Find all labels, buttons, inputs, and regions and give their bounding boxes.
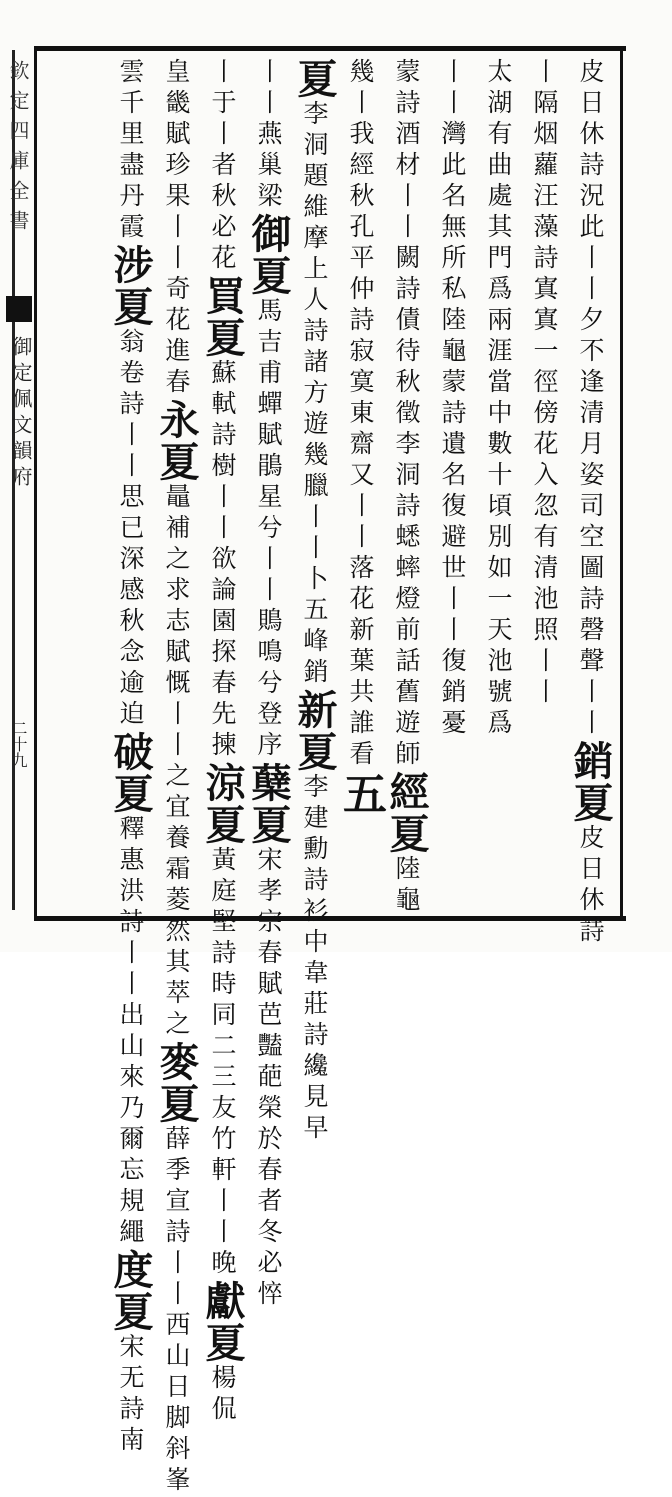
- headword: 破夏: [107, 731, 154, 815]
- column-text: 陸龜: [392, 855, 421, 917]
- column-text: 皮日休詩: [576, 824, 605, 948]
- page-number: 二十九: [9, 720, 28, 768]
- column-text: 丨丨燕巢梁: [254, 58, 283, 213]
- text-column-8: [245, 58, 292, 1311]
- headword: 度夏: [107, 1249, 154, 1333]
- margin-book-title: 御定佩文韻府: [9, 336, 33, 492]
- text-column-11: [107, 58, 154, 1457]
- text-column-3: [475, 58, 521, 898]
- column-text: 皮日休詩況此丨丨夕不逢清月姿司空圖詩磬聲丨丨: [576, 58, 605, 740]
- headword: 新夏: [291, 689, 338, 773]
- text-column-5: [383, 58, 430, 917]
- headword: 銷夏: [567, 740, 614, 824]
- section-number: 五: [335, 771, 386, 815]
- text-column-7: [291, 58, 338, 1145]
- margin-series-title: 欽定四庫全書: [6, 60, 30, 240]
- frame-left-rule: [34, 46, 37, 916]
- column-text: 丨隔烟蘿汪藻詩寘寘一徑傍花入忽有清池照丨丨: [530, 58, 559, 709]
- text-column-6: [335, 58, 386, 898]
- column-text: 蒙詩酒材丨丨闕詩債待秋徵李洞詩蟋蟀燈前話舊遊師: [392, 58, 421, 771]
- column-text: 宋无詩南: [116, 1333, 145, 1457]
- headword: 永夏: [153, 399, 200, 483]
- column-text: 楊侃: [208, 1364, 237, 1426]
- text-column-9: [199, 58, 246, 1426]
- headword: 涉夏: [107, 244, 154, 328]
- column-text: 李洞題維摩上人詩諸方遊幾臘丨丨卜五峰銷: [300, 100, 329, 689]
- column-text: 馬吉甫蟬賦鵑星兮丨丨鵙鳴兮登序: [254, 297, 283, 762]
- column-text: 幾丨我經秋孔平仲詩寂寞東齋又丨丨落花新葉共誰看: [346, 58, 375, 771]
- column-text: 黃庭堅詩時同二三友竹軒丨丨晚: [208, 846, 237, 1280]
- column-text: 薛季宣詩丨丨西山日脚斜峯: [162, 1125, 191, 1497]
- headword: 獻夏: [199, 1280, 246, 1364]
- headword: 蘖夏: [245, 762, 292, 846]
- fishtail-mark-icon: [6, 296, 32, 322]
- frame-right-rule: [620, 46, 623, 916]
- column-text: 丨于丨者秋必花: [208, 58, 237, 275]
- column-text: 丨丨灣此名無所私陸龜蒙詩遺名復避世丨丨復銷憂: [438, 58, 467, 740]
- column-text: 翁卷詩丨丨思已深感秋念逾迫: [116, 328, 145, 731]
- text-column-1: [567, 58, 614, 948]
- text-column-4: [429, 58, 475, 898]
- text-column-2: [521, 58, 567, 898]
- column-text: 鼂補之求志賦慨丨丨之宜養霜菱然其萃之: [162, 483, 191, 1041]
- headword: 買夏: [199, 275, 246, 359]
- text-column-10: [153, 58, 200, 1497]
- column-text: 李建勳詩衫中韋莊詩纔見早: [300, 773, 329, 1145]
- headword: 涼夏: [199, 762, 246, 846]
- column-text: 蘇軾詩樹丨丨欲論園探春先揀: [208, 359, 237, 762]
- column-text: 雲千里盡丹霞: [116, 58, 145, 244]
- headword: 麥夏: [153, 1041, 200, 1125]
- headword: 夏: [291, 58, 338, 100]
- column-text: 釋惠洪詩丨丨出山來乃爾忘規繩: [116, 815, 145, 1249]
- column-text: 皇畿賦珍果丨丨奇花進春: [162, 58, 191, 399]
- headword: 御夏: [245, 213, 292, 297]
- headword: 經夏: [383, 771, 430, 855]
- column-text: 宋孝宗春賦芭豔葩榮於春者冬必悴: [254, 846, 283, 1311]
- column-text: 太湖有曲處其門爲兩涯當中數十頃別如一天池號爲: [484, 58, 513, 740]
